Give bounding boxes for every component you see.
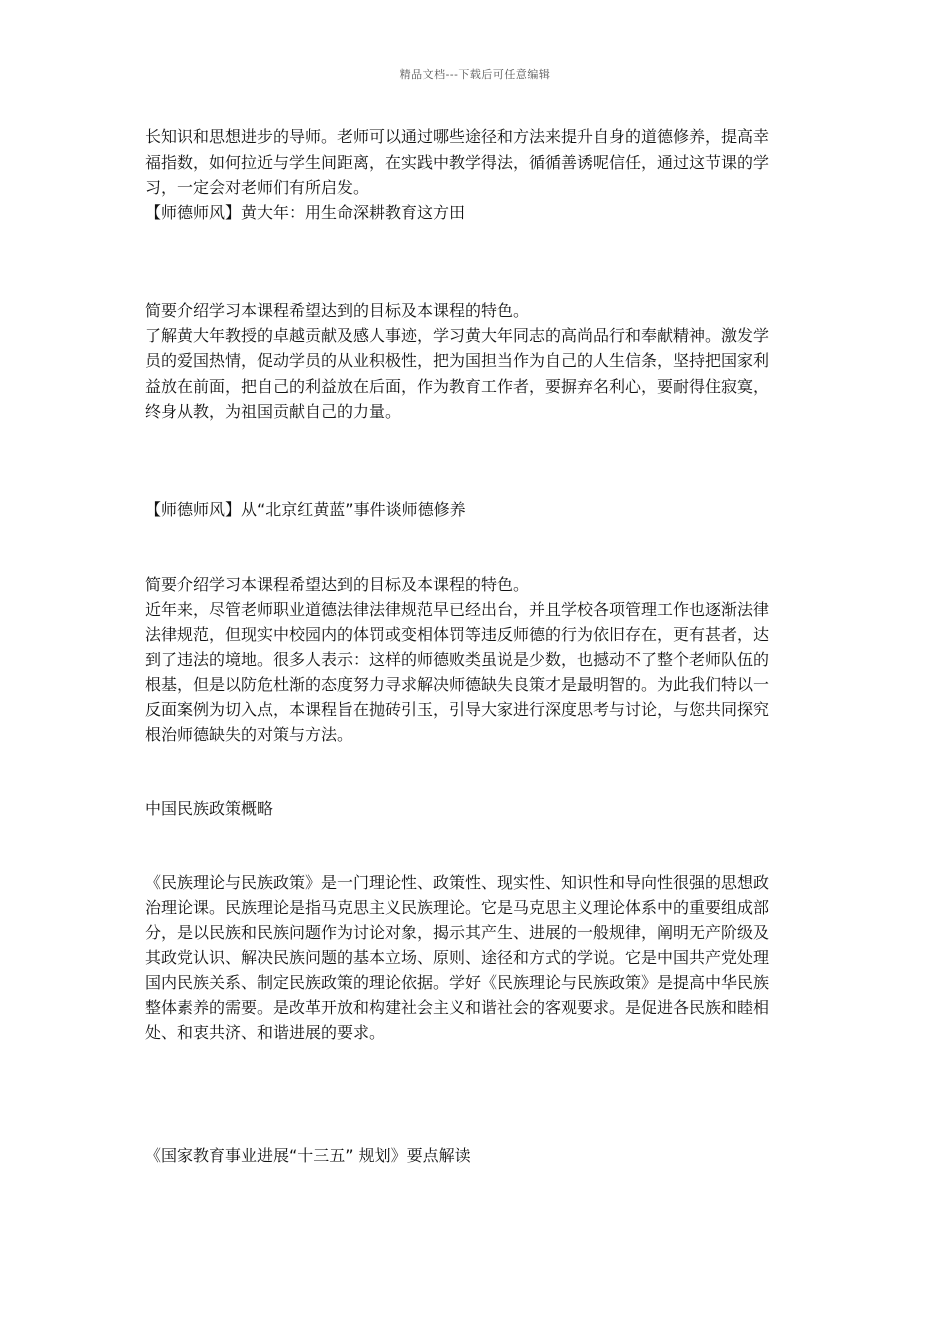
- page-header: 精品文档---下载后可任意编辑: [399, 68, 551, 81]
- paragraph-line: 法律规范，但现实中校园内的体罚或变相体罚等违反师德的行为依旧存在，更有甚者，达: [145, 625, 770, 644]
- paragraph-line: 习，一定会对老师们有所启发。: [145, 178, 370, 197]
- paragraph-line: 了解黄大年教授的卓越贡献及感人事迹，学习黄大年同志的高尚品行和奉献精神。激发学: [145, 326, 770, 345]
- paragraph-line: 简要介绍学习本课程希望达到的目标及本课程的特色。: [145, 301, 530, 320]
- paragraph-line: 国内民族关系、制定民族政策的理论依据。学好《民族理论与民族政策》是提高中华民族: [145, 973, 770, 992]
- paragraph-line: 长知识和思想进步的导师。老师可以通过哪些途径和方法来提升自身的道德修养，提高幸: [145, 127, 770, 146]
- paragraph-line: 终身从教，为祖国贡献自己的力量。: [145, 402, 402, 421]
- paragraph-line: 整体素养的需要。是改革开放和构建社会主义和谐社会的客观要求。是促进各民族和睦相: [145, 998, 770, 1017]
- paragraph-line: 根治师德缺失的对策与方法。: [145, 725, 354, 744]
- paragraph-line: 员的爱国热情，促动学员的从业积极性，把为国担当作为自己的人生信条，坚持把国家利: [145, 351, 770, 370]
- section-heading: 中国民族政策概略: [145, 799, 274, 818]
- paragraph-line: 益放在前面，把自己的利益放在后面，作为教育工作者，要摒弃名利心，要耐得住寂寞，: [145, 377, 770, 396]
- paragraph-line: 《民族理论与民族政策》是一门理论性、政策性、现实性、知识性和导向性很强的思想政: [145, 873, 770, 892]
- paragraph-line: 到了违法的境地。很多人表示：这样的师德败类虽说是少数，也撼动不了整个老师队伍的: [145, 650, 770, 669]
- paragraph-line: 反面案例为切入点，本课程旨在抛砖引玉，引导大家进行深度思考与讨论，与您共同探究: [145, 700, 770, 719]
- paragraph-line: 简要介绍学习本课程希望达到的目标及本课程的特色。: [145, 575, 530, 594]
- paragraph-line: 近年来，尽管老师职业道德法律法律规范早已经出台，并且学校各项管理工作也逐渐法律: [145, 600, 770, 619]
- paragraph-line: 福指数，如何拉近与学生间距离，在实践中教学得法，循循善诱呢信任，通过这节课的学: [145, 153, 770, 172]
- section-heading: 【师德师风】从“北京红黄蓝”事件谈师德修养: [145, 500, 466, 519]
- section-heading: 《国家教育事业进展“十三五” 规划》要点解读: [145, 1146, 471, 1165]
- paragraph-line: 治理论课。民族理论是指马克思主义民族理论。它是马克思主义理论体系中的重要组成部: [145, 898, 770, 917]
- section-heading: 【师德师风】黄大年：用生命深耕教育这方田: [145, 203, 466, 222]
- paragraph-line: 处、和衷共济、和谐进展的要求。: [145, 1023, 386, 1042]
- paragraph-line: 其政党认识、解决民族问题的基本立场、原则、途径和方式的学说。它是中国共产党处理: [145, 948, 770, 967]
- paragraph-line: 根基，但是以防危杜渐的态度努力寻求解决师德缺失良策才是最明智的。为此我们特以一: [145, 675, 770, 694]
- paragraph-line: 分，是以民族和民族问题作为讨论对象，揭示其产生、进展的一般规律，阐明无产阶级及: [145, 923, 770, 942]
